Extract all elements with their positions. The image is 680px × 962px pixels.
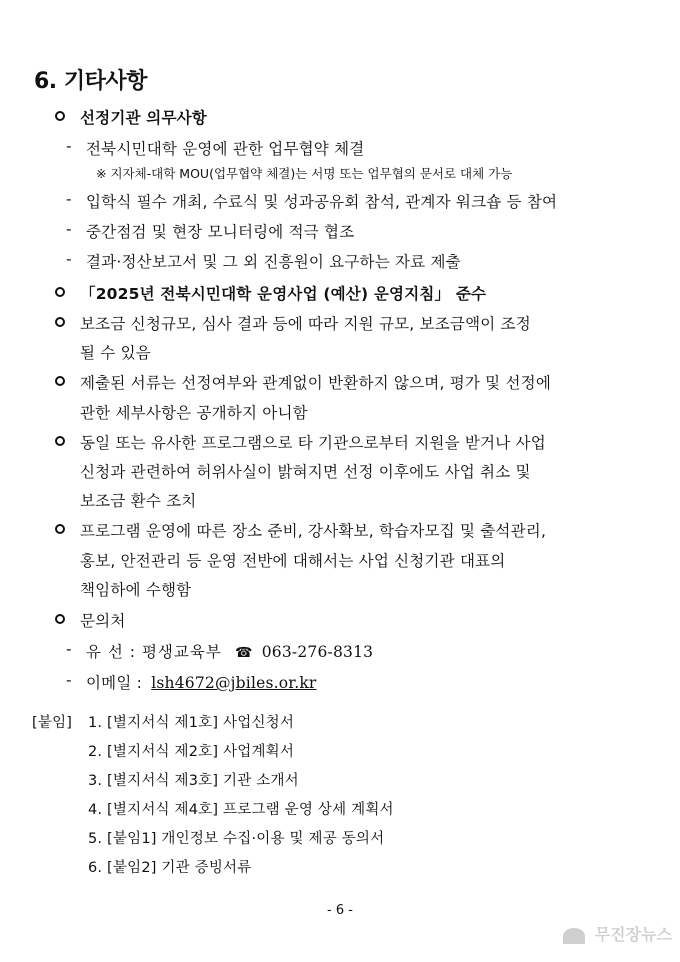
page-number: - 6 - [327,903,353,918]
attachment-item: 4. [별지서식 제4호] 프로그램 운영 상세 계획서 [88,802,394,818]
bullet-circle-icon [55,111,65,121]
bullet-circle-icon [55,614,65,624]
dash-icon: - [66,671,72,689]
dup-line-3: 보조금 환수 조치 [80,492,197,510]
bullet-circle-icon [55,376,65,386]
resp-line-3: 책임하에 수행함 [80,581,192,599]
attachment-item: 5. [붙임1] 개인정보 수집·이용 및 제공 동의서 [88,831,385,847]
contact-title: 문의처 [80,612,126,630]
docs-line-2: 관한 세부사항은 공개하지 아니함 [80,404,308,422]
dash-icon: - [66,640,72,658]
contact-phone [86,640,373,662]
attachment-item: 2. [별지서식 제2호] 사업계획서 [88,744,295,760]
subsidy-line-1: 보조금 신청규모, 심사 결과 등에 따라 지원 규모, 보조금액이 조정 [80,315,531,333]
attachment-item: 3. [별지서식 제3호] 기관 소개서 [88,773,299,789]
contact-email [86,671,317,693]
phone-number: 063-276-8313 [261,643,374,661]
guideline-item: 「2025년 전북시민대학 운영사업 (예산) 운영지침」 준수 [80,285,487,303]
dup-line-1: 동일 또는 유사한 프로그램으로 타 기관으로부터 지원을 받거나 사업 [80,434,546,452]
duty-reports: 결과·정산보고서 및 그 외 진흥원이 요구하는 자료 제출 [86,253,461,271]
watermark [563,922,672,945]
telephone-icon: ☎ [234,645,253,661]
docs-line-1: 제출된 서류는 선정여부와 관계없이 반환하지 않으며, 평가 및 선정에 [80,374,551,392]
resp-line-2: 홍보, 안전관리 등 운영 전반에 대해서는 사업 신청기관 대표의 [80,552,506,570]
watermark-text: 무진장뉴스 [594,925,672,944]
dash-icon: - [66,190,72,208]
section-title: 6. 기타사항 [34,69,147,94]
phone-label: 유 선 : 평생교육부 [86,643,222,661]
dup-line-2: 신청과 관련하여 허위사실이 밝혀지면 선정 이후에도 사업 취소 및 [80,463,531,481]
bullet-circle-icon [55,436,65,446]
attachment-item: 6. [붙임2] 기관 증빙서류 [88,860,252,876]
dash-icon: - [66,250,72,268]
subsidy-line-2: 될 수 있음 [80,344,151,362]
dash-icon: - [66,137,72,155]
duty-mou-note: ※ 지자체-대학 MOU(업무협약 체결)는 서명 또는 업무협의 문서로 대체 가능 [96,166,513,181]
email-label: 이메일 : [86,674,143,692]
duty-ceremony: 입학식 필수 개최, 수료식 및 성과공유회 참석, 관계자 워크숍 등 참여 [86,193,558,211]
duties-title: 선정기관 의무사항 [80,109,207,127]
duty-mou: 전북시민대학 운영에 관한 업무협약 체결 [86,140,365,158]
resp-line-1: 프로그램 운영에 따른 장소 준비, 강사확보, 학습자모집 및 출석관리, [80,522,547,540]
attachments-label: [붙임] [32,715,73,731]
duty-monitoring: 중간점검 및 현장 모니터링에 적극 협조 [86,223,355,241]
bullet-circle-icon [55,524,65,534]
email-link[interactable]: lsh4672@jbiles.or.kr [151,674,317,692]
bullet-circle-icon [55,317,65,327]
watermark-logo-icon [563,928,585,944]
dash-icon: - [66,220,72,238]
bullet-circle-icon [55,287,65,297]
attachment-item: 1. [별지서식 제1호] 사업신청서 [88,715,295,731]
